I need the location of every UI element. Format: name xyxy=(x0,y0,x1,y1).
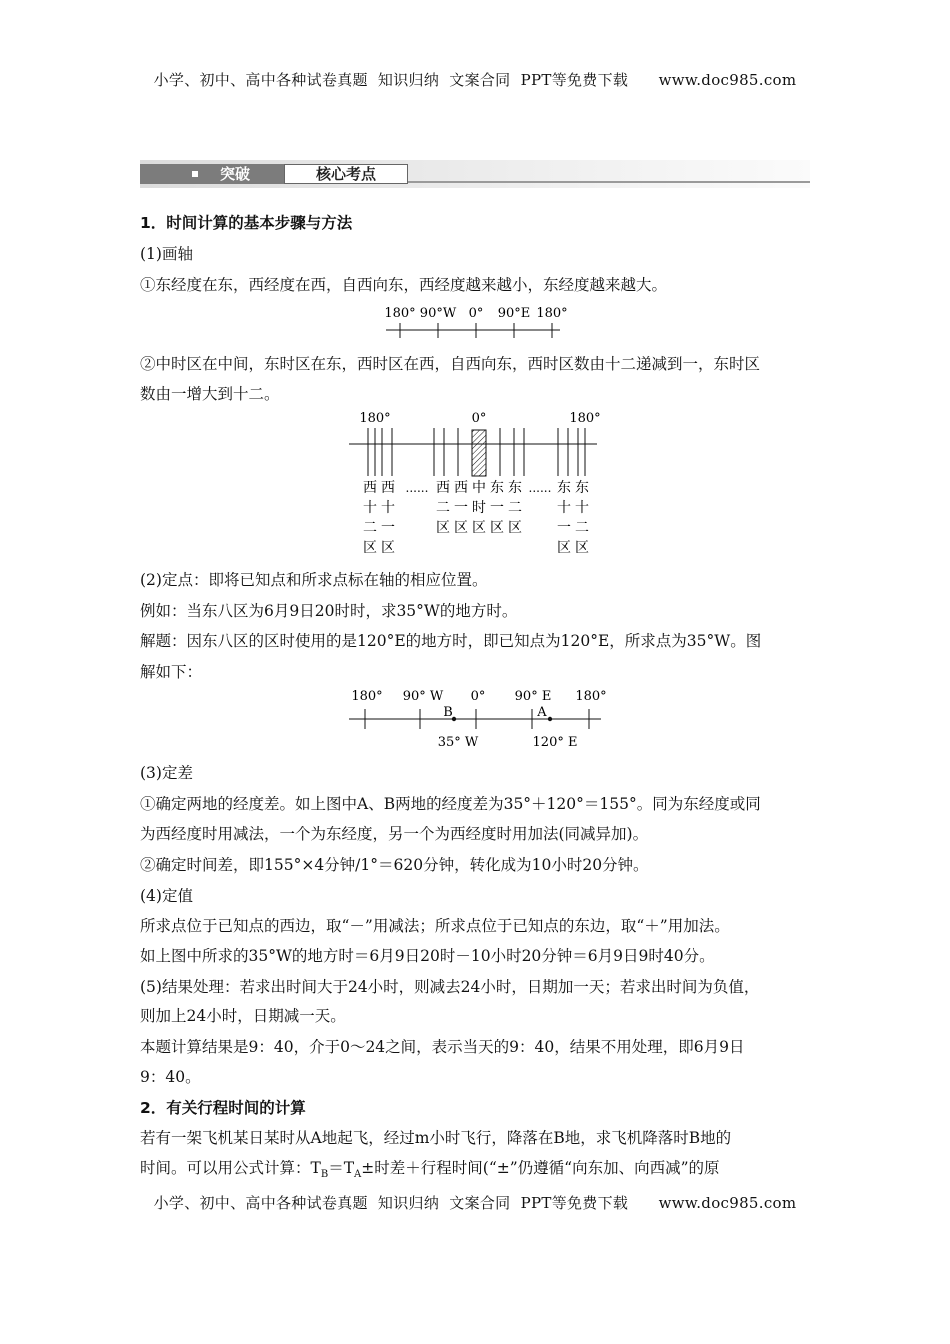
ex-axis-90e: 90° E xyxy=(514,689,552,704)
formula-sub-a: A xyxy=(354,1169,362,1181)
subheading-difference: (3)定差 xyxy=(140,764,193,782)
paragraph: 数由一增大到十二。 xyxy=(140,385,280,403)
solution-text: 解题：因东八区的区时使用的是120°E的地方时，即已知点为120°E，所求点为35°W。图 xyxy=(140,632,762,650)
ex-axis-90w: 90° W xyxy=(402,689,444,704)
tz-e12-l1: 东 xyxy=(575,480,589,496)
point-a-marker xyxy=(548,717,552,721)
tz-w2-l3: 区 xyxy=(436,520,450,536)
tz-e12-l4: 区 xyxy=(575,540,589,556)
tz-c-l3: 区 xyxy=(472,520,486,536)
longitude-axis-diagram xyxy=(380,300,570,346)
section-banner xyxy=(140,160,810,188)
paragraph: 如上图中所求的35°W的地方时＝6月9日20时－10小时20分钟＝6月9日9时40分。 xyxy=(140,947,715,965)
subheading-locate-points: (2)定点：即将已知点和所求点标在轴的相应位置。 xyxy=(140,571,488,589)
tz-e2-l1: 东 xyxy=(508,480,522,496)
tz-w1-l1: 西 xyxy=(454,480,468,496)
paragraph: ①东经度在东，西经度在西，自西向东，西经度越来越小，东经度越来越大。 xyxy=(140,276,668,294)
central-zone-hatch xyxy=(472,430,486,476)
formula-text-1: 时间。可以用公式计算：T xyxy=(140,1159,321,1177)
example-axis-diagram xyxy=(345,684,615,754)
paragraph: ②中时区在中间，东时区在东，西时区在西，自西向东，西时区数由十二递减到一，东时区 xyxy=(140,355,761,373)
paragraph: 则加上24小时，日期减一天。 xyxy=(140,1007,346,1025)
tz-e1-l3: 区 xyxy=(490,520,504,536)
banner-label-main xyxy=(140,164,284,184)
ex-axis-0: 0° xyxy=(470,689,486,704)
formula-text-2: ＝T xyxy=(328,1159,355,1177)
tz-e2-l2: 二 xyxy=(508,500,522,516)
paragraph: (5)结果处理：若求出时间大于24小时，则减去24小时，日期加一天；若求出时间为负值， xyxy=(140,978,760,996)
paragraph: 本题计算结果是9：40，介于0～24之间，表示当天的9：40，结果不用处理，即6月9日 xyxy=(140,1038,745,1056)
point-b-label: B xyxy=(443,705,453,720)
tz-e1-l2: 一 xyxy=(490,500,504,516)
tz-c-l2: 时 xyxy=(472,500,486,516)
point-a-label: A xyxy=(537,705,547,720)
tz-e11-l2: 十 xyxy=(557,500,571,516)
ex-axis-180e: 180° xyxy=(575,689,607,704)
tz-w11-l1: 西 xyxy=(381,480,395,496)
banner-main-text: 突破 xyxy=(220,165,251,183)
heading-1: 1．时间计算的基本步骤与方法 xyxy=(140,214,353,232)
tz-w1-l3: 区 xyxy=(454,520,468,536)
tz-e11-l3: 一 xyxy=(557,520,571,536)
formula-sub-b: B xyxy=(320,1169,329,1181)
banner-rule xyxy=(408,181,810,183)
tz-dots-left: ...... xyxy=(405,481,429,495)
tz-w1-l2: 一 xyxy=(454,500,468,516)
subheading-draw-axis: (1)画轴 xyxy=(140,245,193,263)
banner-label-sub: 核心考点 xyxy=(284,164,408,184)
tz-e12-l2: 十 xyxy=(575,500,589,516)
heading-2: 2．有关行程时间的计算 xyxy=(140,1099,306,1117)
tz-c-l1: 中 xyxy=(472,480,486,496)
axis-label-90e: 90°E xyxy=(497,306,531,321)
tz-dots-right: ...... xyxy=(528,481,552,495)
tz-w12-l1: 西 xyxy=(363,480,377,496)
bullet-square-icon xyxy=(192,171,198,177)
tz-e11-l1: 东 xyxy=(557,480,571,496)
paragraph: 若有一架飞机某日某时从A地起飞，经过m小时飞行，降落在B地，求飞机降落时B地的 xyxy=(140,1129,732,1147)
tz-e12-l3: 二 xyxy=(575,520,589,536)
tz-top-0: 0° xyxy=(471,411,487,426)
page-header: 小学、初中、高中各种试卷真题 知识归纳 文案合同 PPT等免费下载 www.doc985.com xyxy=(153,71,797,89)
tz-w12-l4: 区 xyxy=(363,540,377,556)
tz-w11-l2: 十 xyxy=(381,500,395,516)
axis-label-0: 0° xyxy=(468,306,484,321)
tz-top-180-right: 180° xyxy=(569,411,601,426)
formula-line xyxy=(140,1158,720,1185)
paragraph: ①确定两地的经度差。如上图中A、B两地的经度差为35°＋120°＝155°。同为东经度或同 xyxy=(140,795,761,813)
tz-w12-l3: 二 xyxy=(363,520,377,536)
formula-text-3: ±时差＋行程时间(“±”仍遵循“向东加、向西减”的原 xyxy=(361,1159,720,1177)
subheading-value: (4)定值 xyxy=(140,887,193,905)
point-b-longitude: 35° W xyxy=(437,735,479,750)
page-footer: 小学、初中、高中各种试卷真题 知识归纳 文案合同 PPT等免费下载 www.doc985.com xyxy=(153,1194,797,1212)
time-zone-diagram xyxy=(345,406,605,558)
axis-label-180e: 180° xyxy=(536,306,568,321)
tz-e11-l4: 区 xyxy=(557,540,571,556)
tz-e1-l1: 东 xyxy=(490,480,504,496)
tz-w2-l1: 西 xyxy=(436,480,450,496)
tz-w11-l3: 一 xyxy=(381,520,395,536)
tz-w2-l2: 二 xyxy=(436,500,450,516)
tz-e2-l3: 区 xyxy=(508,520,522,536)
solution-text: 解如下： xyxy=(140,663,203,681)
tz-w12-l2: 十 xyxy=(363,500,377,516)
paragraph: 所求点位于已知点的西边，取“－”用减法；所求点位于已知点的东边，取“＋”用加法。 xyxy=(140,917,730,935)
axis-label-180w: 180° xyxy=(384,306,416,321)
tz-top-180-left: 180° xyxy=(359,411,391,426)
paragraph: ②确定时间差，即155°×4分钟/1°＝620分钟，转化成为10小时20分钟。 xyxy=(140,856,649,874)
paragraph: 为西经度时用减法，一个为东经度，另一个为西经度时用加法(同减异加)。 xyxy=(140,825,649,843)
example-text: 例如：当东八区为6月9日20时时，求35°W的地方时。 xyxy=(140,602,518,620)
ex-axis-180w: 180° xyxy=(351,689,383,704)
paragraph: 9：40。 xyxy=(140,1068,201,1086)
axis-label-90w: 90°W xyxy=(419,306,457,321)
point-a-longitude: 120° E xyxy=(532,735,578,750)
tz-w11-l4: 区 xyxy=(381,540,395,556)
